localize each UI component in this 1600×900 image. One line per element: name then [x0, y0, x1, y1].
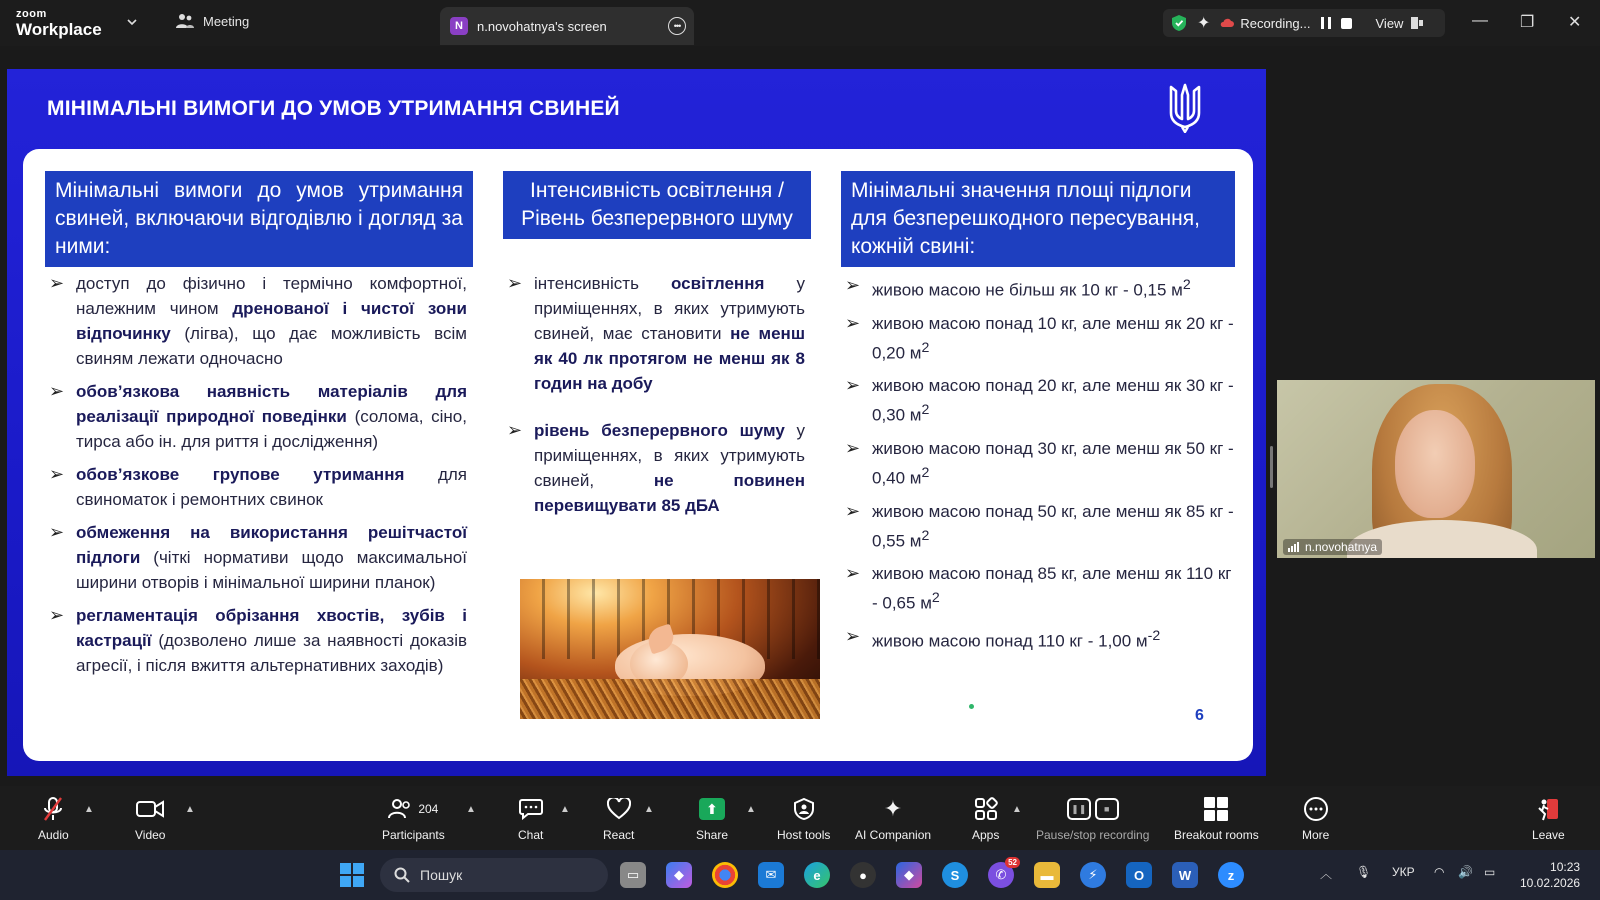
video-camera-icon: [136, 799, 164, 819]
meeting-toolbar: [0, 786, 1600, 850]
list-item: ➢ обов’язкова наявність матеріалів для реалізації природної поведінки (солома, сіно, тирса або ін. для риття і дослідження): [49, 381, 467, 451]
apps-icon: [974, 797, 998, 821]
chat-button[interactable]: Chat: [518, 796, 543, 842]
list-item: ➢ обмеження на використання решітчастої підлоги (чіткі нормативи щодо максимальної ширини отворів і мінімальної ширини планок): [49, 522, 467, 592]
list-item: ➢ інтенсивність освітлення у приміщеннях, в яких утримують свиней, має становити не менш як 40 лк протягом не менш як 8 годин на добу: [507, 273, 805, 393]
list-item: ➢ живою масою понад 10 кг, але менш як 20 кг - 0,20 $м^2$: [845, 312, 1234, 363]
host-tools-button[interactable]: Host tools: [777, 796, 830, 842]
viber-icon[interactable]: ✆ 52: [988, 862, 1014, 888]
chat-options-caret[interactable]: ▲: [560, 804, 570, 815]
column-2-header: Інтенсивність освітлення / Рівень безперервного шуму: [503, 171, 811, 239]
arrow-bullet-icon: ➢: [49, 464, 65, 484]
tab-meeting-label: Meeting: [203, 13, 250, 29]
apps-button[interactable]: Apps: [972, 796, 999, 842]
arrow-bullet-icon: ➢: [49, 522, 65, 542]
volume-icon[interactable]: 🔊: [1458, 865, 1473, 879]
ai-sparkle-icon[interactable]: ✦: [1197, 15, 1211, 32]
participants-options-caret[interactable]: ▲: [466, 804, 476, 815]
windows-start-icon[interactable]: [340, 863, 364, 887]
tab-meeting[interactable]: [176, 13, 249, 29]
windows-taskbar: [0, 850, 1600, 900]
top-bar: [0, 0, 1600, 46]
pause-stop-recording-button[interactable]: ❚❚ ■ Pause/stop recording: [1036, 796, 1149, 842]
system-clock[interactable]: [1520, 859, 1580, 891]
pause-recording-icon[interactable]: [1321, 17, 1331, 29]
arrow-bullet-icon: ➢: [507, 420, 523, 440]
shared-screen-area: [0, 46, 1600, 786]
messenger-icon[interactable]: ⚡: [1080, 862, 1106, 888]
list-item: ➢ живою масою понад 30 кг, але менш як 50 кг - 0,40 $м^2$: [845, 437, 1234, 488]
arrow-bullet-icon: ➢: [845, 375, 861, 396]
chat-icon: [519, 798, 543, 820]
panel-resize-handle[interactable]: [1270, 446, 1273, 488]
list-item: ➢ рівень безперервного шуму у приміщеннях, в яких утримують свиней, не повинен перевищувати 85 дБА: [507, 420, 805, 515]
share-options-caret[interactable]: ▲: [746, 804, 756, 815]
copilot-icon[interactable]: ◆: [666, 862, 692, 888]
ai-companion-button[interactable]: ✦ AI Companion: [855, 796, 932, 842]
clock-date: 10.02.2026: [1520, 876, 1581, 890]
apps-options-caret[interactable]: ▲: [1012, 804, 1022, 815]
search-placeholder: Пошук: [420, 867, 463, 883]
react-button[interactable]: React: [603, 796, 634, 842]
arrow-bullet-icon: ➢: [845, 563, 861, 584]
stop-recording-icon[interactable]: [1341, 18, 1352, 29]
share-button[interactable]: ⬆ Share: [696, 796, 728, 842]
ai-sparkle-icon: ✦: [883, 796, 903, 821]
react-options-caret[interactable]: ▲: [644, 804, 654, 815]
participant-name-label: n.novohatnya: [1283, 539, 1382, 555]
sleeping-piglet-image: [520, 579, 820, 719]
column-2-list: [503, 271, 805, 540]
video-options-caret[interactable]: ▲: [185, 804, 195, 815]
clock-time: 10:23: [1550, 860, 1581, 874]
cloud-record-icon: [1220, 18, 1234, 28]
arrow-bullet-icon: ➢: [845, 437, 861, 458]
column-3-list: [841, 273, 1237, 662]
file-explorer-icon[interactable]: ▬: [1034, 862, 1060, 888]
participants-icon: [388, 798, 412, 820]
mic-muted-icon: [42, 796, 64, 822]
screen-owner-badge: N: [450, 17, 468, 35]
pause-stop-icon: ❚❚ ■: [1067, 796, 1119, 822]
close-icon[interactable]: ✕: [1568, 14, 1582, 31]
breakout-rooms-button[interactable]: Breakout rooms: [1174, 796, 1259, 842]
participants-count: 204: [418, 802, 439, 816]
recording-controls: [1163, 9, 1445, 37]
list-item: ➢ живою масою понад 50 кг, але менш як 85 кг - 0,55 $м^2$: [845, 500, 1234, 551]
zoom-taskbar-icon[interactable]: z: [1218, 862, 1244, 888]
more-options-icon[interactable]: •••: [668, 17, 686, 35]
wifi-icon[interactable]: ◠: [1434, 865, 1445, 879]
tab-screen-label: n.novohatnya's screen: [477, 18, 607, 34]
audio-button[interactable]: Audio: [38, 796, 69, 842]
tray-chevron-up-icon[interactable]: ︿: [1320, 867, 1333, 881]
brand-small: zoom: [16, 8, 47, 20]
arrow-bullet-icon: ➢: [845, 625, 861, 646]
list-item: ➢ доступ до фізично і термічно комфортної, належним чином дренованої і чистої зони відпочинку (лігва), що дає можливість всім свиням лежати одночасно: [49, 273, 467, 368]
signal-bars-icon: [1288, 542, 1299, 552]
meeting-people-icon: [176, 13, 194, 29]
more-dots-icon: [1303, 796, 1329, 822]
list-item: ➢ регламентація обрізання хвостів, зубів і кастрації (дозволено лише за наявності доказів агресії, і після вжиття альтернативних заходів): [49, 605, 467, 675]
tab-shared-screen[interactable]: [440, 7, 694, 45]
column-1-header: Мінімальні вимоги до умов утримання свиней, включаючи відгодівлю і догляд за ними:: [45, 171, 473, 267]
react-heart-icon: [607, 798, 631, 820]
edge-icon[interactable]: e: [804, 862, 830, 888]
leave-icon: [1535, 796, 1561, 822]
chevron-down-icon[interactable]: [126, 16, 138, 28]
list-item: ➢ живою масою не більш як 10 кг - 0,15 $м^2$: [845, 275, 1191, 300]
arrow-bullet-icon: ➢: [49, 381, 65, 401]
brand-large: Workplace: [16, 20, 102, 39]
arrow-bullet-icon: ➢: [507, 273, 523, 293]
battery-icon[interactable]: ▭: [1484, 865, 1496, 879]
presentation-slide: [7, 69, 1266, 776]
arrow-bullet-icon: ➢: [845, 275, 861, 295]
task-view-icon[interactable]: ▭: [620, 862, 646, 888]
minimize-icon[interactable]: —: [1472, 12, 1488, 29]
slide-content-panel: [23, 149, 1253, 761]
slide-title: МІНІМАЛЬНІ ВИМОГИ ДО УМОВ УТРИМАННЯ СВИНЕЙ: [47, 97, 620, 120]
column-1-list: [45, 271, 467, 686]
view-button[interactable]: View: [1375, 15, 1404, 31]
microphone-tray-icon[interactable]: 🎙: [1356, 865, 1372, 879]
viber-unread-badge: 52: [1005, 857, 1020, 868]
obs-icon[interactable]: ●: [850, 862, 876, 888]
security-shield-icon[interactable]: [1171, 14, 1187, 32]
participant-video-tile[interactable]: [1277, 380, 1595, 558]
arrow-bullet-icon: ➢: [49, 605, 65, 625]
column-3-header: Мінімальні значення площі підлоги для безперешкодного пересування, кожній свині:: [841, 171, 1235, 267]
arrow-bullet-icon: ➢: [49, 273, 65, 293]
video-button[interactable]: Video: [135, 796, 165, 842]
zoom-brand[interactable]: [16, 9, 102, 38]
list-item: ➢ обов’язкове групове утримання для свиноматок і ремонтних свинок: [49, 464, 467, 509]
host-shield-icon: [794, 798, 814, 820]
recording-status[interactable]: Recording...: [1240, 15, 1311, 31]
outlook-icon[interactable]: O: [1126, 862, 1152, 888]
participants-button[interactable]: 204 Participants: [382, 796, 445, 842]
view-layout-icon[interactable]: [1411, 17, 1423, 29]
input-language[interactable]: УКР: [1392, 865, 1415, 879]
m365-icon[interactable]: ◆: [896, 862, 922, 888]
arrow-bullet-icon: ➢: [845, 312, 861, 333]
list-item: ➢ живою масою понад 110 кг - 1,00 $м^{-2}$: [845, 625, 1161, 651]
arrow-bullet-icon: ➢: [845, 500, 861, 521]
restore-icon[interactable]: ❐: [1520, 14, 1535, 31]
search-icon: [394, 867, 410, 883]
skype-icon[interactable]: S: [942, 862, 968, 888]
word-icon[interactable]: W: [1172, 862, 1198, 888]
pointer-dot: [969, 704, 974, 709]
list-item: ➢ живою масою понад 20 кг, але менш як 30 кг - 0,30 $м^2$: [845, 375, 1234, 425]
mail-icon[interactable]: ✉: [758, 862, 784, 888]
slide-page-number: 6: [1195, 707, 1204, 724]
leave-button[interactable]: Leave: [1532, 796, 1565, 842]
audio-options-caret[interactable]: ▲: [84, 804, 94, 815]
trident-icon: [1167, 83, 1203, 133]
share-arrow-icon: ⬆: [699, 798, 725, 820]
taskbar-search[interactable]: [380, 858, 608, 892]
more-button[interactable]: More: [1302, 796, 1329, 842]
list-item: ➢ живою масою понад 85 кг, але менш як 110 кг - 0,65 $м^2$: [845, 563, 1232, 613]
breakout-grid-icon: [1204, 797, 1228, 821]
chrome-icon[interactable]: [712, 862, 738, 888]
